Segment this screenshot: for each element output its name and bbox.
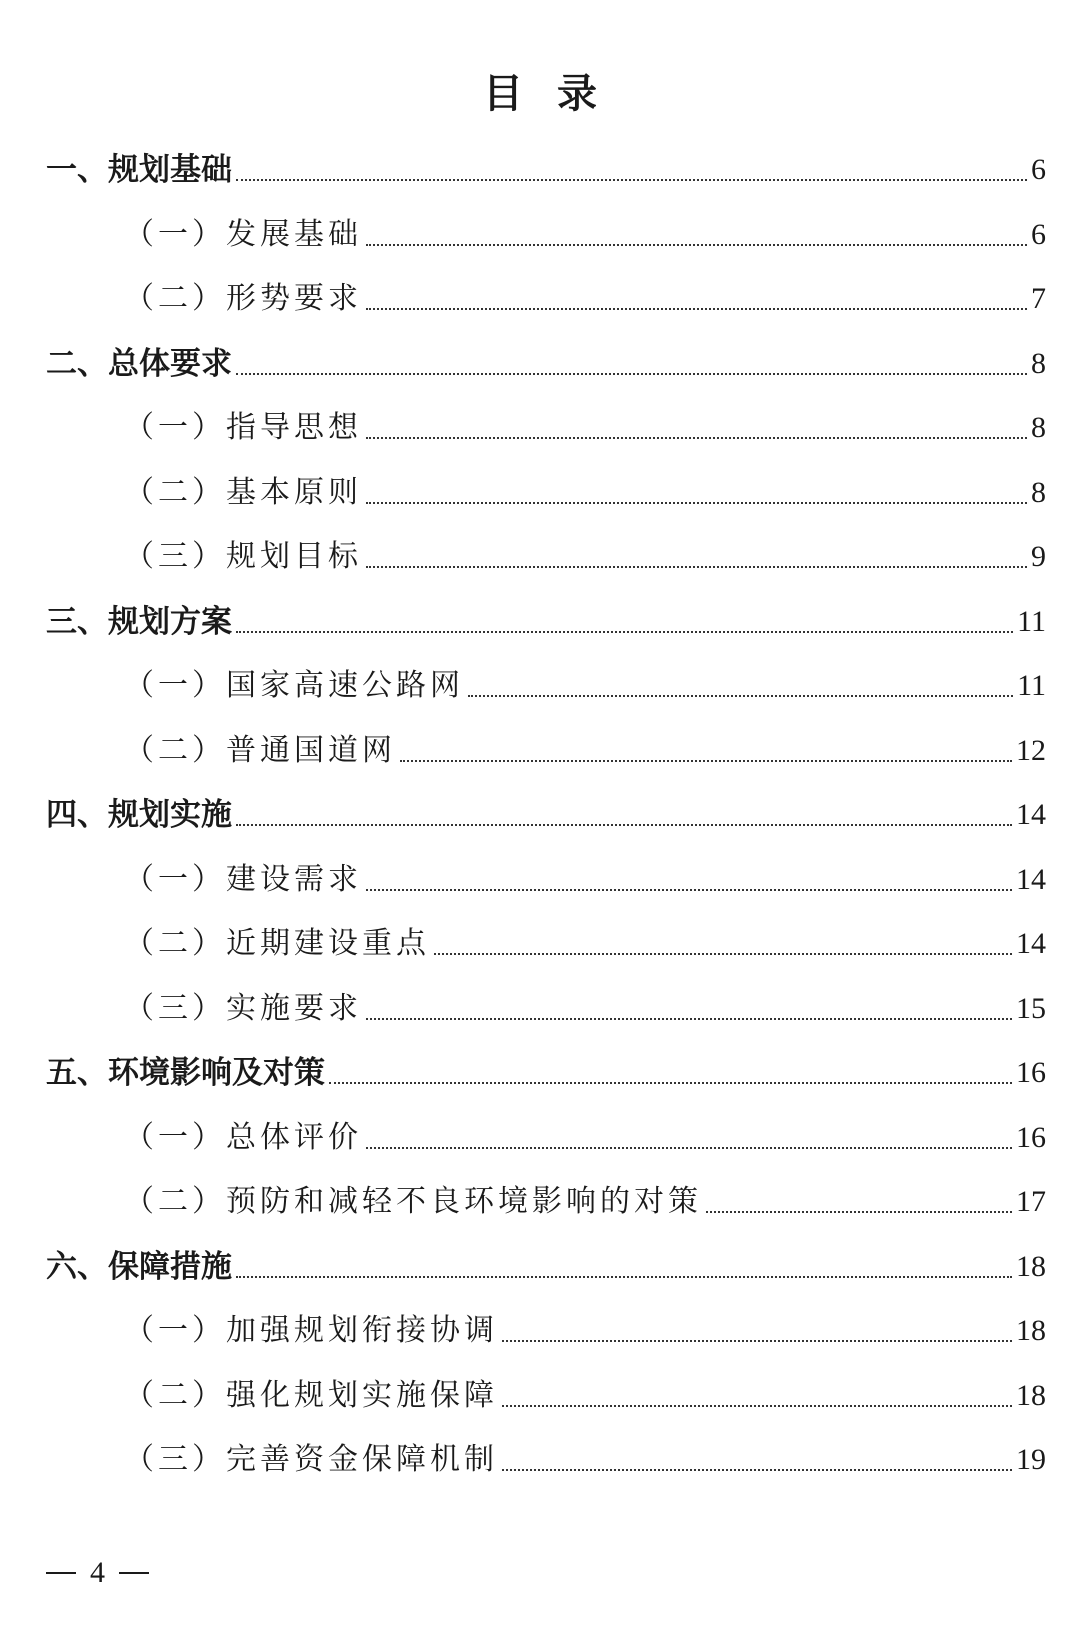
page-title: 目录	[483, 71, 631, 117]
toc-entry-page: 15	[1016, 991, 1046, 1025]
toc-entry-section-2[interactable]	[46, 334, 1046, 384]
toc-entry-label: 五、环境影响及对策	[46, 1055, 325, 1091]
dot-leader	[366, 1147, 1012, 1149]
toc-entry-subsection[interactable]	[124, 269, 1046, 319]
dot-leader	[236, 179, 1027, 181]
toc-entry-label: （三）完善资金保障机制	[124, 1442, 498, 1477]
toc-entry-page: 14	[1016, 798, 1046, 831]
toc-entry-label: 四、规划实施	[46, 797, 232, 833]
dot-leader	[366, 244, 1027, 246]
toc-entry-subsection[interactable]	[124, 850, 1046, 900]
toc-entry-label: （二）基本原则	[124, 474, 362, 510]
toc-entry-section-3[interactable]	[46, 592, 1046, 642]
toc-entry-page: 6	[1031, 153, 1046, 186]
toc-entry-page: 18	[1016, 1378, 1046, 1412]
dot-leader	[236, 1276, 1012, 1278]
toc-entry-subsection[interactable]	[124, 398, 1046, 448]
dot-leader	[366, 1018, 1012, 1020]
toc-entry-label: （一）发展基础	[124, 216, 362, 252]
dot-leader	[502, 1405, 1012, 1407]
toc-entry-section-5[interactable]	[46, 1043, 1046, 1093]
toc-entry-page: 12	[1016, 733, 1046, 767]
toc-entry-label: （一）国家高速公路网	[124, 668, 464, 703]
dot-leader	[706, 1211, 1012, 1213]
toc-entry-label: 六、保障措施	[46, 1248, 232, 1285]
toc-entry-page: 19	[1016, 1443, 1046, 1476]
toc-entry-label: （一）指导思想	[124, 410, 362, 445]
toc-entry-section-4[interactable]	[46, 785, 1046, 835]
toc-entry-label: （二）形势要求	[124, 281, 362, 316]
dot-leader	[502, 1469, 1012, 1471]
toc-entry-label: （三）实施要求	[124, 990, 362, 1026]
dot-leader	[366, 308, 1027, 310]
toc-entry-subsection[interactable]	[124, 656, 1046, 706]
dot-leader	[366, 502, 1027, 504]
toc-entry-label: （一）总体评价	[124, 1119, 362, 1155]
toc-entry-page: 11	[1017, 604, 1046, 638]
toc-entry-label: 一、规划基础	[46, 152, 232, 188]
toc-entry-label: （二）强化规划实施保障	[124, 1377, 498, 1413]
dot-leader	[400, 760, 1012, 762]
toc-entry-label: （二）预防和减轻不良环境影响的对策	[124, 1184, 702, 1219]
toc-entry-label: 三、规划方案	[46, 603, 232, 640]
toc-entry-label: （二）近期建设重点	[124, 926, 430, 961]
toc-entry-page: 14	[1016, 862, 1046, 896]
dot-leader	[236, 373, 1027, 375]
toc-entry-subsection[interactable]	[124, 1108, 1046, 1158]
toc-entry-subsection[interactable]	[124, 721, 1046, 771]
dot-leader	[236, 824, 1012, 826]
dot-leader	[366, 889, 1012, 891]
dot-leader	[468, 695, 1013, 697]
toc-entry-label: （一）建设需求	[124, 861, 362, 897]
toc-entry-page: 18	[1016, 1314, 1046, 1347]
toc-entry-page: 8	[1031, 346, 1046, 380]
dot-leader	[434, 953, 1012, 955]
toc-entry-label: （三）规划目标	[124, 539, 362, 574]
toc-entry-page: 7	[1031, 282, 1046, 315]
toc-entry-page: 11	[1017, 669, 1046, 702]
toc-entry-section-1[interactable]	[46, 140, 1046, 190]
dot-leader	[366, 437, 1027, 439]
toc-entry-page: 6	[1031, 217, 1046, 251]
toc-entry-label: 二、总体要求	[46, 345, 232, 382]
toc-entry-subsection[interactable]	[124, 527, 1046, 577]
toc-entry-page: 14	[1016, 927, 1046, 960]
toc-entry-subsection[interactable]	[124, 1366, 1046, 1416]
toc-entry-label: （一）加强规划衔接协调	[124, 1313, 498, 1348]
toc-entry-page: 17	[1016, 1185, 1046, 1218]
toc-entry-page: 9	[1031, 540, 1046, 573]
page-footer	[46, 1556, 149, 1590]
toc-entry-subsection[interactable]	[124, 463, 1046, 513]
footer-dash-right	[119, 1572, 149, 1574]
toc-entry-page: 16	[1016, 1120, 1046, 1154]
toc-entry-section-6[interactable]	[46, 1237, 1046, 1287]
toc-entry-label: （二）普通国道网	[124, 732, 396, 768]
toc-entry-subsection[interactable]	[124, 205, 1046, 255]
dot-leader	[502, 1340, 1012, 1342]
dot-leader	[366, 566, 1027, 568]
toc-entry-subsection[interactable]	[124, 1430, 1046, 1480]
dot-leader	[329, 1082, 1012, 1084]
toc-entry-page: 8	[1031, 475, 1046, 509]
toc-entry-subsection[interactable]	[124, 979, 1046, 1029]
toc-entry-page: 8	[1031, 411, 1046, 444]
footer-dash-left	[46, 1572, 76, 1574]
toc-entry-page: 16	[1016, 1056, 1046, 1089]
toc-entry-subsection[interactable]	[124, 1301, 1046, 1351]
toc-entry-subsection[interactable]	[124, 914, 1046, 964]
footer-page-number: 4	[90, 1556, 105, 1589]
toc-entry-subsection[interactable]	[124, 1172, 1046, 1222]
dot-leader	[236, 631, 1013, 633]
toc-entry-page: 18	[1016, 1249, 1046, 1283]
